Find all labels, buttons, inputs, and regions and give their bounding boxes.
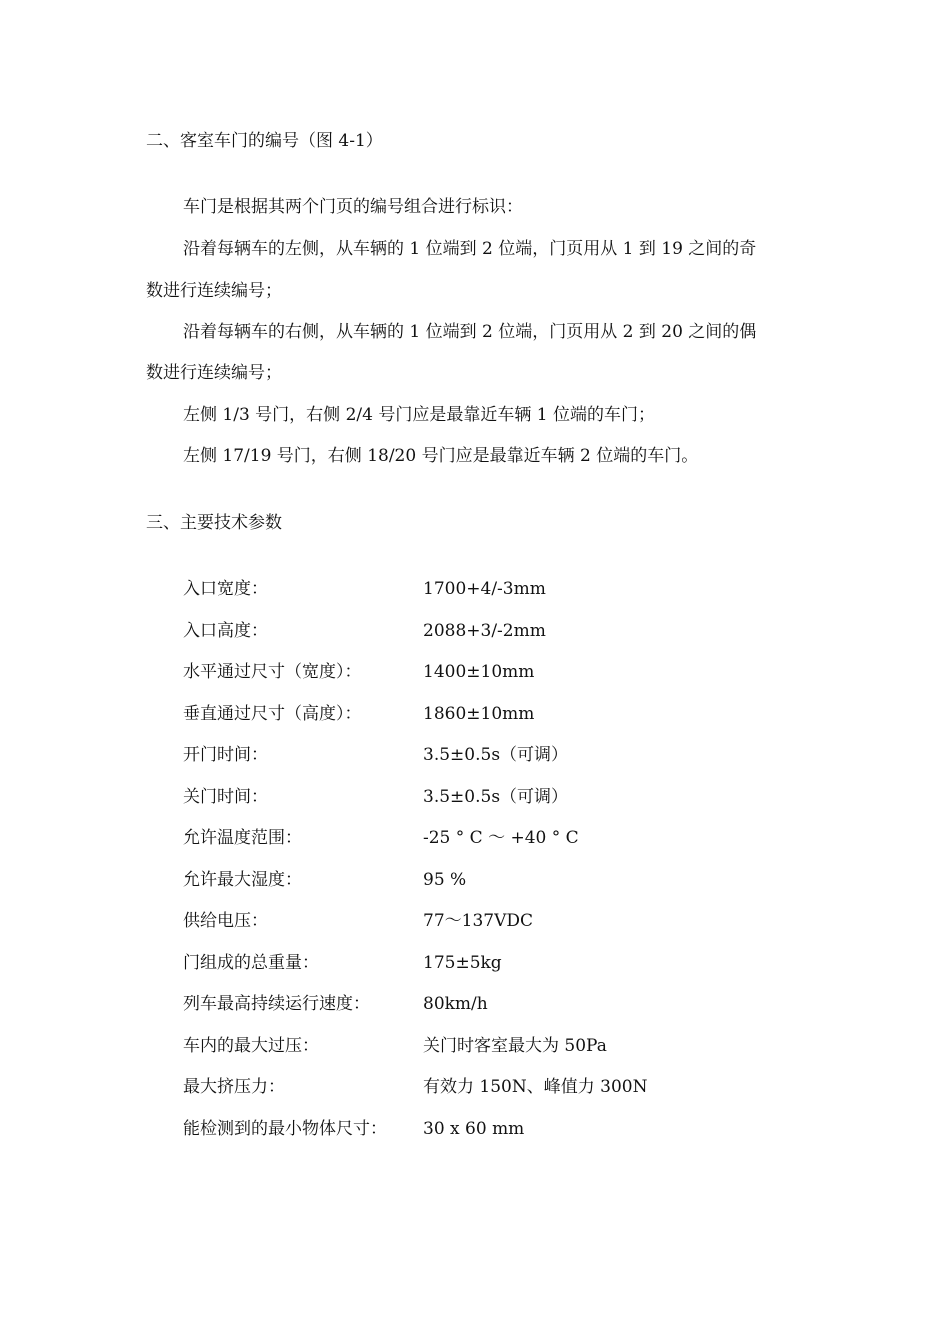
spec-value: 2088+3/-2mm xyxy=(423,621,546,641)
spec-value: 80km/h xyxy=(423,994,488,1014)
paragraph-5: 左侧 17/19 号门，右侧 18/20 号门应是最靠近车辆 2 位端的车门。 xyxy=(183,446,699,466)
spec-label: 水平通过尺寸（宽度）： xyxy=(183,662,362,682)
spec-value: 关门时客室最大为 50Pa xyxy=(423,1036,607,1056)
spec-value: 1400±10mm xyxy=(423,662,535,682)
spec-label: 能检测到的最小物体尺寸： xyxy=(183,1119,387,1139)
spec-value: 30 x 60 mm xyxy=(423,1119,525,1139)
spec-label: 入口宽度： xyxy=(183,579,268,599)
spec-label: 允许温度范围： xyxy=(183,828,302,848)
spec-label: 关门时间： xyxy=(183,787,268,807)
paragraph-1: 车门是根据其两个门页的编号组合进行标识： xyxy=(183,197,523,217)
spec-label: 最大挤压力： xyxy=(183,1077,285,1097)
paragraph-3: 沿着每辆车的右侧，从车辆的 1 位端到 2 位端，门页用从 2 到 20 之间的偶 xyxy=(183,322,757,342)
spec-value: 77～137VDC xyxy=(423,911,533,931)
spec-label: 列车最高持续运行速度： xyxy=(183,994,370,1014)
paragraph-3-continuation: 数进行连续编号； xyxy=(146,363,282,383)
spec-value: -25 ° C ～ +40 ° C xyxy=(423,828,579,848)
spec-label: 门组成的总重量： xyxy=(183,953,319,973)
spec-value: 95 % xyxy=(423,870,467,890)
section-2-heading: 二、客室车门的编号（图 4-1） xyxy=(146,131,383,151)
spec-label: 车内的最大过压： xyxy=(183,1036,319,1056)
spec-value: 1860±10mm xyxy=(423,704,535,724)
spec-label: 入口高度： xyxy=(183,621,268,641)
section-3-heading: 三、主要技术参数 xyxy=(146,513,282,533)
spec-label: 垂直通过尺寸（高度）： xyxy=(183,704,362,724)
paragraph-2: 沿着每辆车的左侧，从车辆的 1 位端到 2 位端，门页用从 1 到 19 之间的奇 xyxy=(183,239,757,259)
paragraph-4: 左侧 1/3 号门，右侧 2/4 号门应是最靠近车辆 1 位端的车门； xyxy=(183,405,655,425)
spec-value: 175±5kg xyxy=(423,953,502,973)
spec-value: 3.5±0.5s（可调） xyxy=(423,787,569,807)
spec-label: 供给电压： xyxy=(183,911,268,931)
spec-label: 允许最大湿度： xyxy=(183,870,302,890)
spec-label: 开门时间： xyxy=(183,745,268,765)
spec-value: 有效力 150N、峰值力 300N xyxy=(423,1077,648,1097)
paragraph-2-continuation: 数进行连续编号； xyxy=(146,281,282,301)
spec-value: 1700+4/-3mm xyxy=(423,579,546,599)
spec-value: 3.5±0.5s（可调） xyxy=(423,745,569,765)
